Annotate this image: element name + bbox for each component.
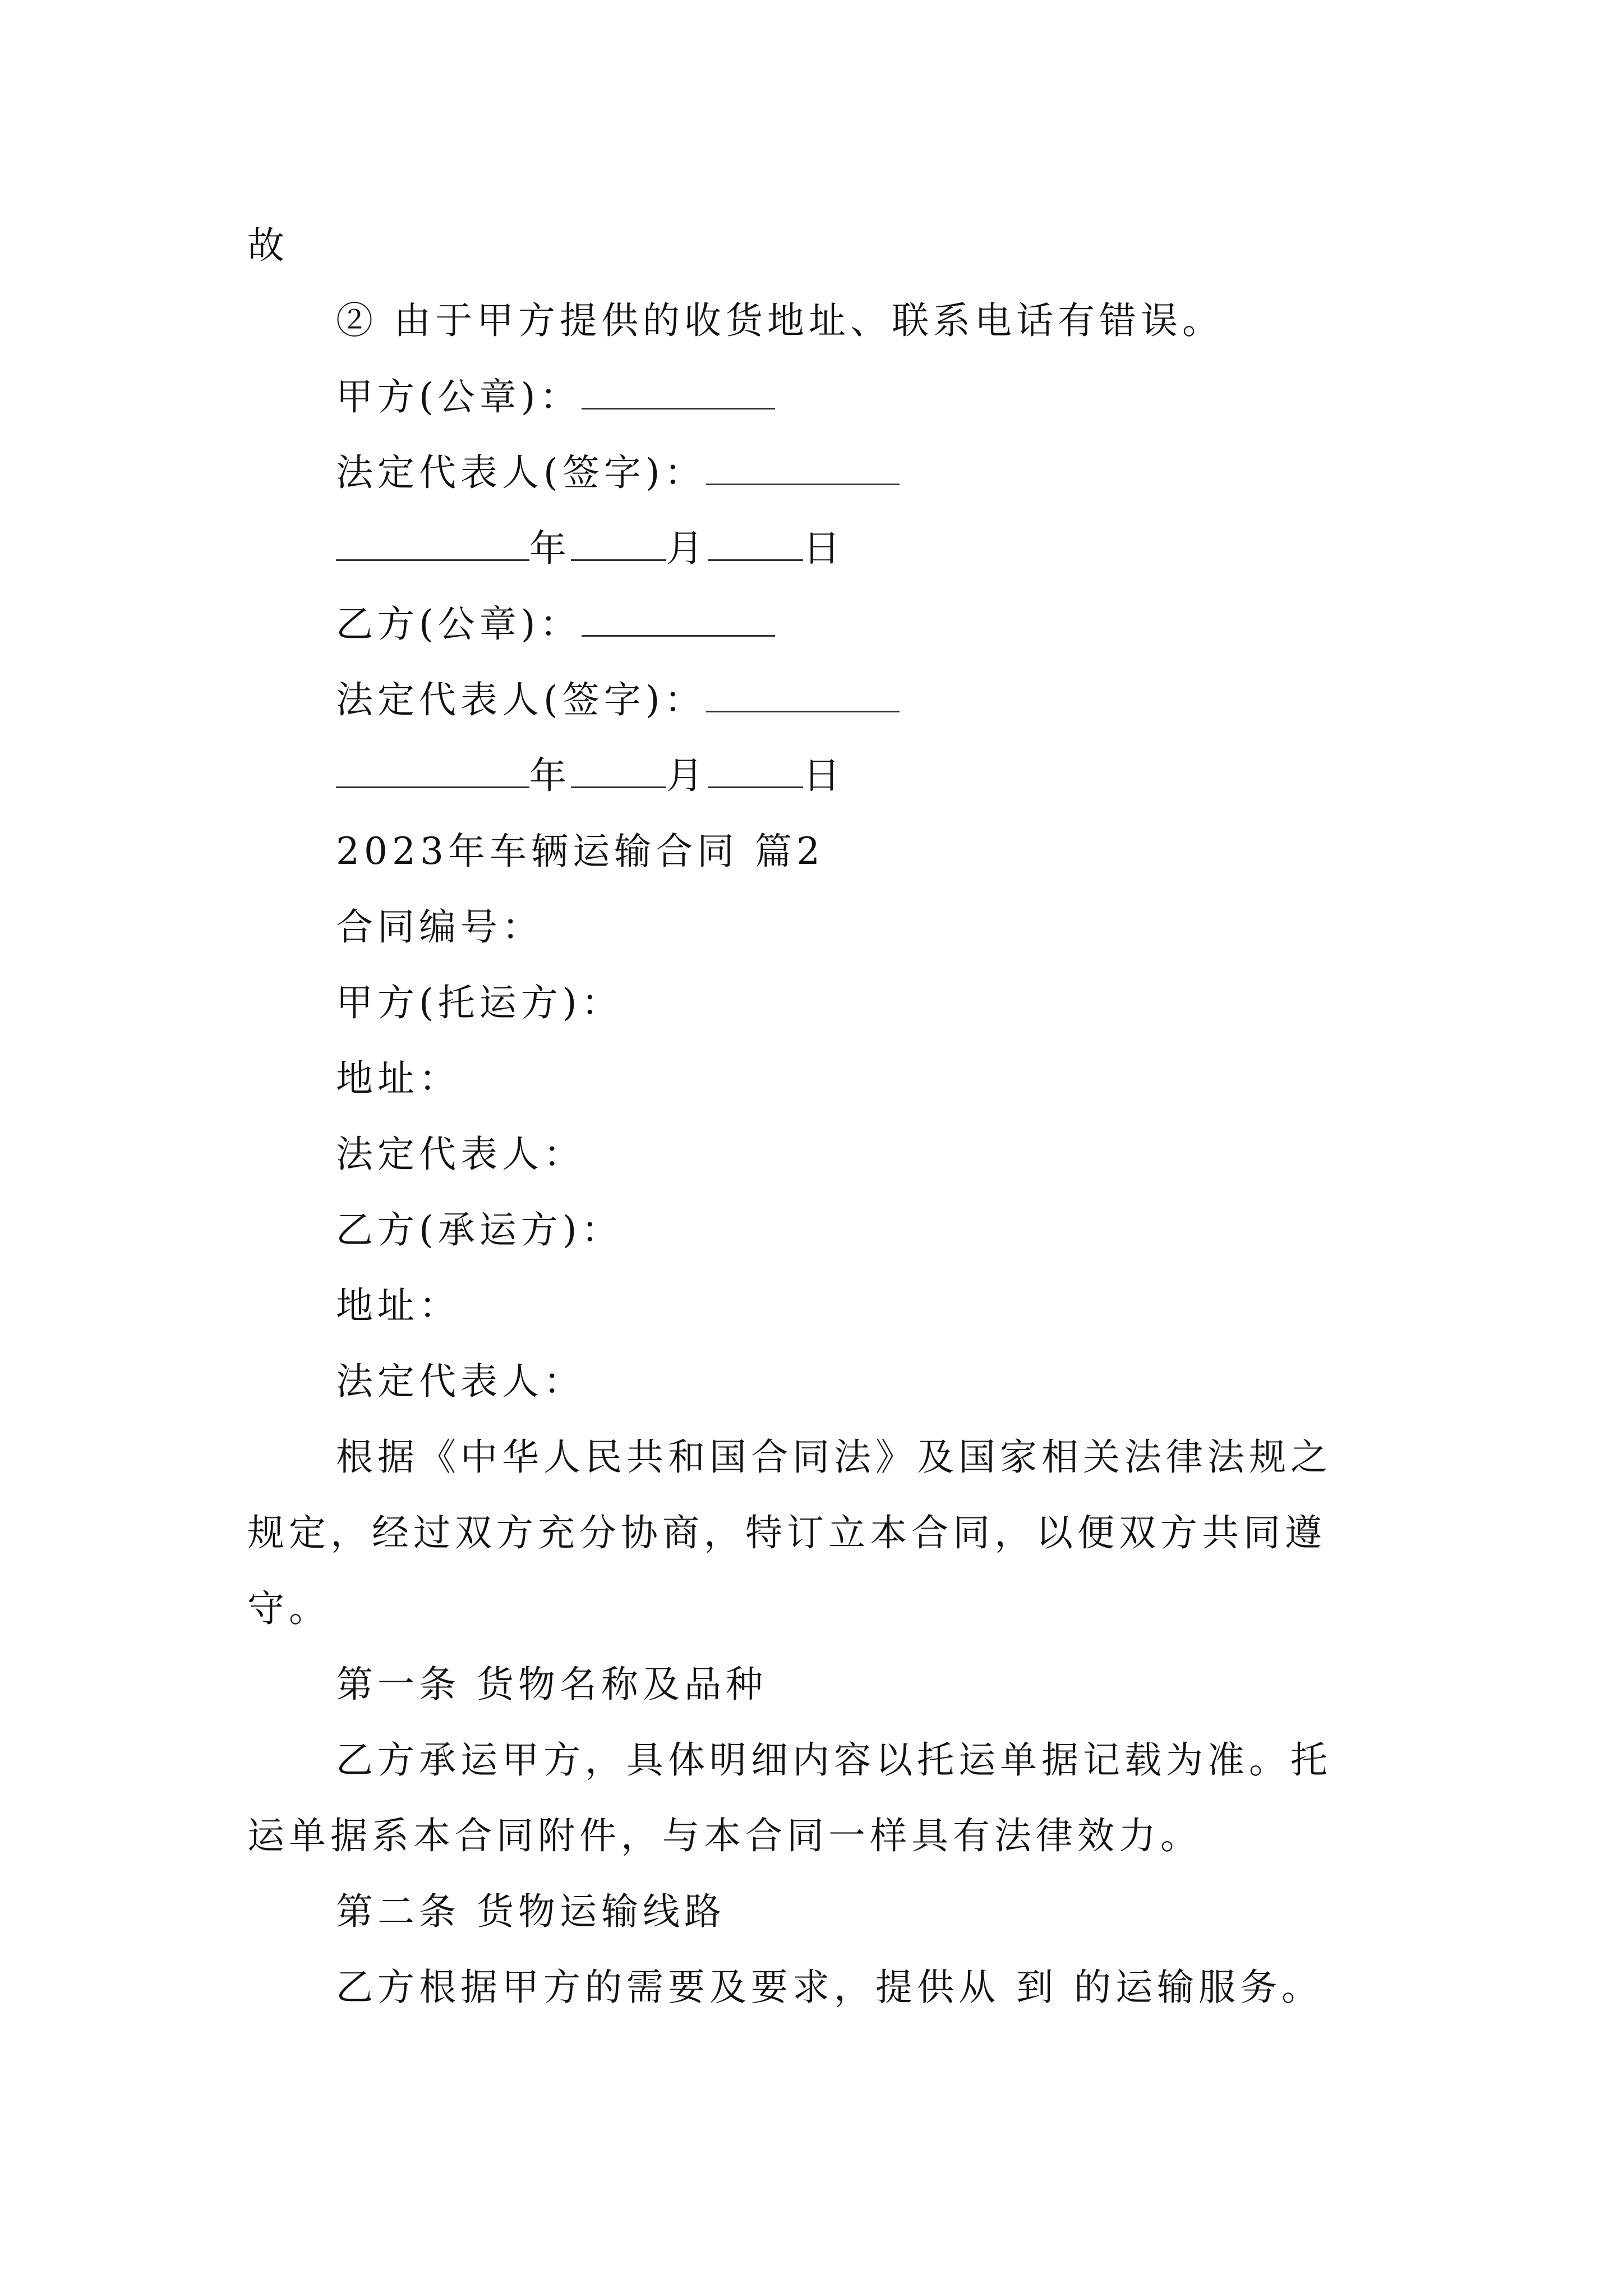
day-label: 日 [803, 754, 845, 797]
signature-line-party-b-rep [336, 678, 900, 721]
year-label: 年 [529, 527, 571, 570]
month-label: 月 [666, 527, 708, 570]
day-label: 日 [803, 527, 845, 570]
month-blank [571, 757, 666, 788]
paragraph-line: 运单据系本合同附件，与本合同一样具有法律效力。 [247, 1814, 1202, 1857]
paragraph-line: 乙方根据甲方的需要及要求，提供从 到 的运输服务。 [336, 1966, 1323, 2009]
party-a-address-label: 地址： [336, 1057, 460, 1100]
day-blank [708, 757, 803, 788]
date-line-party-b [336, 754, 845, 797]
signature-line-party-a-rep [336, 451, 900, 494]
text-line: 故 [247, 224, 289, 267]
signature-line-party-b [336, 602, 775, 646]
date-line-party-a [336, 527, 845, 570]
party-b-label: 乙方(承运方)： [336, 1208, 623, 1251]
party-a-rep-blank [706, 454, 900, 485]
party-b-seal-label: 乙方(公章)： [336, 602, 582, 646]
day-blank [708, 530, 803, 561]
year-blank [336, 530, 529, 561]
paragraph-line: 乙方承运甲方，具体明细内容以托运单据记载为准。托 [336, 1738, 1332, 1782]
contract-number-label: 合同编号： [336, 905, 543, 949]
party-a-label: 甲方(托运方)： [336, 981, 623, 1024]
party-a-seal-label: 甲方(公章)： [336, 375, 582, 418]
party-a-seal-blank [582, 379, 775, 409]
article-heading: 第一条 货物名称及品种 [336, 1663, 767, 1706]
party-b-rep-label: 法定代表人(签字)： [336, 678, 706, 721]
paragraph-line: 守。 [247, 1587, 330, 1630]
party-b-representative-label: 法定代表人： [336, 1360, 585, 1403]
party-a-representative-label: 法定代表人： [336, 1133, 585, 1176]
paragraph-line: 根据《中华人民共和国合同法》及国家相关法律法规之 [336, 1435, 1332, 1479]
section-title: 2023年车辆运输合同 篇2 [336, 830, 824, 873]
party-b-seal-blank [582, 606, 775, 637]
year-blank [336, 757, 529, 788]
month-label: 月 [666, 754, 708, 797]
signature-line-party-a [336, 375, 775, 418]
article-heading: 第二条 货物运输线路 [336, 1890, 726, 1933]
party-b-address-label: 地址： [336, 1284, 460, 1327]
paragraph-line: 规定，经过双方充分协商，特订立本合同，以便双方共同遵 [247, 1511, 1326, 1554]
party-b-rep-blank [706, 682, 900, 712]
month-blank [571, 530, 666, 561]
year-label: 年 [529, 754, 571, 797]
party-a-rep-label: 法定代表人(签字)： [336, 451, 706, 494]
text-line: ② 由于甲方提供的收货地址、联系电话有错误。 [336, 299, 1224, 342]
